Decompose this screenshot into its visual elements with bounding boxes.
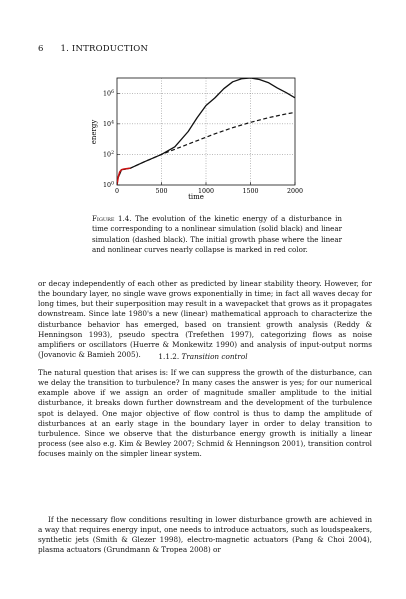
figure-label: Figure 1.4.: [92, 214, 132, 223]
y-tick-label: $10^0$: [103, 181, 114, 189]
x-tick-label: 500: [155, 188, 168, 195]
figure-caption: [92, 214, 342, 255]
initial-growth-curve: [117, 168, 130, 185]
caption-text: The evolution of the kinetic energy of a disturbance in time corresponding to a nonlinear simulation (solid black) and linear simulation (dashed black). The initial growth phase where the linear and nonlinear curves nearly collapse is marked in red color.: [92, 214, 342, 254]
page-number: 6: [38, 44, 44, 54]
y-tick-label: $10^6$: [103, 89, 114, 98]
section-title: Transition control: [181, 352, 248, 361]
x-axis-label: time: [188, 193, 204, 201]
plot-area: [103, 78, 303, 195]
axis-ticks: [103, 89, 303, 195]
paragraph: The natural question that arises is: If we can suppress the growth of the disturbance, can we delay the transition to turbulence? In many cases the answer is yes; for our numerical example above if we assign an order of magnitude smaller amplitude to the initial disturbance, it breaks down further downstream and the development of the turbulence spot is delayed. One major objective of flow control is thus to damp the amplitude of disturbances at an early stage in the boundary layer in order to delay transition to turbulence. Since we observe that the disturbance energy growth is initially a linear process (see also e.g. Kim & Bewley 2007; Schmid & Henningson 2001), transition control focuses mainly on the simpler linear system.: [38, 368, 372, 459]
y-tick-label: $10^2$: [103, 150, 114, 159]
section-number: 1.1.2.: [158, 352, 180, 361]
x-tick-label: 1000: [197, 188, 215, 195]
running-header: [38, 44, 148, 54]
y-axis-label: energy: [90, 119, 98, 145]
x-tick-label: 2000: [286, 188, 304, 195]
paragraph: or decay independently of each other as predicted by linear stability theory. However, for the boundary layer, no single wave grows exponentially in time; in fact all waves decay for long times, but their superposition may result in a wavepacket that grows as it propagates downstream. Since late 1980's a new (linear) mathematical approach to characterize the disturbance behavior has emerged, based on transient growth analysis (Reddy & Henningson 1993), pseudo spectra (Trefethen 1997), categorizing flows as noise amplifiers or oscillators (Huerre & Monkewitz 1990) and analysis of input-output norms (Jovanovic & Bamieh 2005).: [38, 279, 372, 360]
energy-chart: [20, 66, 320, 204]
x-tick-label: 1500: [242, 188, 259, 195]
y-tick-label: $10^4$: [103, 120, 114, 128]
x-tick-label: 0: [114, 188, 120, 195]
grid-lines: [117, 78, 295, 185]
chapter-title: 1. INTRODUCTION: [60, 44, 149, 54]
section-heading: [0, 352, 406, 361]
paragraph: If the necessary flow conditions resulting in lower disturbance growth are achieved in a way that requires energy input, one needs to introduce actuators, such as loudspeakers, synthetic jets (Smith & Glezer 1998), electro-magnetic actuators (Pang & Choi 2004), plasma actuators (Grundmann & Tropea 2008) or: [38, 515, 372, 555]
